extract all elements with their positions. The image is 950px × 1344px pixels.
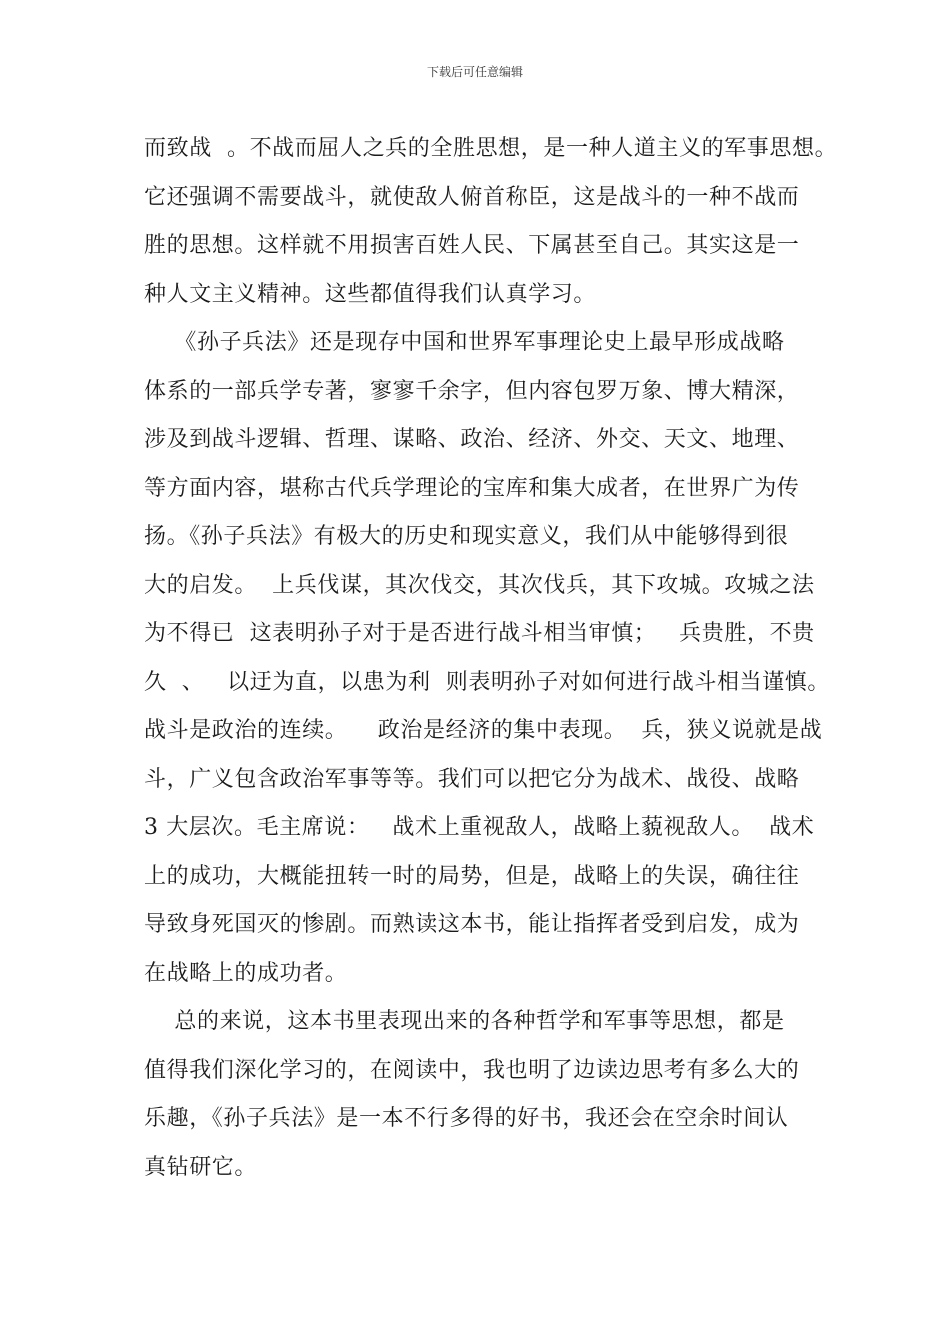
page-header: 下载后可任意编辑 [426,65,523,79]
text-line: 在战略上的成功者。 [144,960,348,986]
text-line: 上的成功，大概能扭转一时的局势，但是，战略上的失误，确往往 [144,863,800,889]
text-line: 等方面内容，堪称古代兵学理论的宝库和集大成者，在世界广为传 [144,475,800,501]
text-line: 体系的一部兵学专著，寥寥千余字，但内容包罗万象、博大精深， [144,378,800,404]
text-line: 《孙子兵法》还是现存中国和世界军事理论史上最早形成战略 [144,330,785,355]
text-line: 总的来说，这本书里表现出来的各种哲学和军事等思想，都是 [144,1009,785,1034]
paragraph-2 [144,323,830,1002]
text-line: 真钻研它。 [144,1154,258,1180]
paragraph-3 [144,1002,816,1196]
text-line: 久 、 以迂为直，以患为利 则表明孙子对如何进行战斗相当谨慎。 [144,669,830,695]
text-line: 战斗是政治的连续。 政治是经济的集中表现。 兵，狭义说就是战 [144,718,823,743]
text-line: 斗，广义包含政治军事等等。我们可以把它分为战术、战役、战略 [144,766,800,792]
text-line: 而致战 。不战而屈人之兵的全胜思想，是一种人道主义的军事思想。 [144,136,838,161]
text-line: 3 大层次。毛主席说： 战术上重视敌人，战略上藐视敌人。 战术 [144,815,815,840]
text-line: 大的启发。 上兵伐谋，其次伐交，其次伐兵，其下攻城。攻城之法 [144,572,815,598]
text-line: 乐趣，《孙子兵法》是一本不行多得的好书，我还会在空余时间认 [144,1106,789,1131]
text-line: 种人文主义精神。这些都值得我们认真学习。 [144,281,597,307]
text-line: 值得我们深化学习的，在阅读中，我也明了边读边思考有多么大的 [144,1057,800,1083]
paragraph-1 [144,129,838,323]
text-line: 涉及到战斗逻辑、哲理、谋略、政治、经济、外交、天文、地理、 [144,427,800,452]
text-line: 扬。《孙子兵法》有极大的历史和现实意义，我们从中能够得到很 [144,524,789,549]
text-line: 导致身死国灭的惨剧。而熟读这本书，能让指挥者受到启发，成为 [144,912,800,937]
text-line: 为不得已 这表明孙子对于是否进行战斗相当审慎； 兵贵胜，不贵 [144,621,815,646]
text-line: 胜的思想。这样就不用损害百姓人民、下属甚至自己。其实这是一 [144,233,800,258]
text-line: 它还强调不需要战斗，就使敌人俯首称臣，这是战斗的一种不战而 [144,184,800,210]
document-body [144,129,838,1196]
